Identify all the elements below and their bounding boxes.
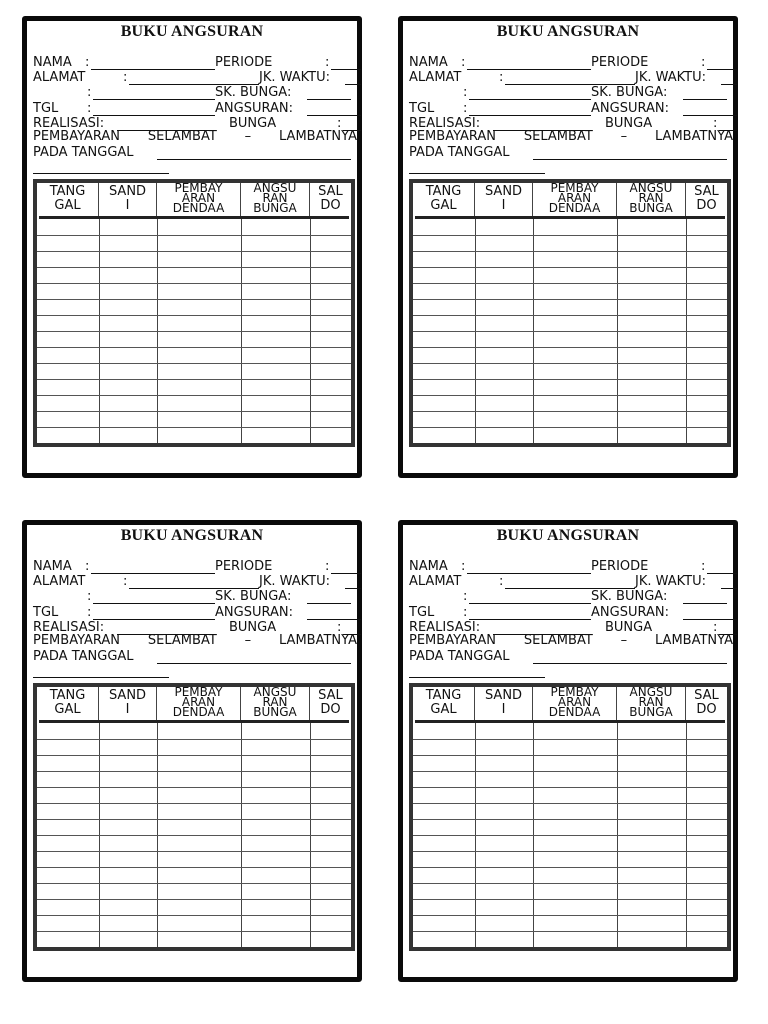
col-header-angsuran-bunga: [617, 687, 686, 720]
pembayaran-line: [33, 633, 357, 648]
pada-tanggal-label: PADA TANGGAL: [409, 145, 510, 160]
pembayaran-word: LAMBATNYA: [655, 633, 733, 648]
col-header-sandi: [99, 183, 157, 216]
colon: :: [463, 101, 468, 116]
colon: :: [461, 55, 466, 70]
table-row[interactable]: [37, 411, 351, 412]
colon: :: [713, 116, 718, 131]
table-row[interactable]: [413, 819, 727, 820]
col-header-tanggal: [413, 687, 475, 720]
realisasi-label: REALISASI:: [409, 620, 481, 635]
header-text: I: [125, 198, 130, 213]
header-text: PEMBAY: [174, 685, 223, 699]
periode-label: PERIODE: [591, 559, 649, 574]
alamat-line-2[interactable]: [469, 99, 591, 100]
header-divider: [39, 720, 349, 723]
table-row[interactable]: [413, 427, 727, 428]
col-header-sandi: [475, 687, 533, 720]
tgl-line[interactable]: [469, 619, 591, 620]
pembayaran-word: –: [244, 633, 252, 648]
periode-line[interactable]: [707, 573, 737, 574]
colon: :: [701, 55, 706, 70]
tgl-line[interactable]: [93, 115, 215, 116]
realisasi-label: REALISASI:: [33, 620, 105, 635]
table-row[interactable]: [413, 331, 727, 332]
header-text: DENDAA: [172, 201, 225, 215]
header-text: GAL: [430, 702, 457, 717]
table-row[interactable]: [37, 739, 351, 740]
jk-waktu-line[interactable]: [721, 588, 737, 589]
angsuran-table: [409, 179, 731, 447]
table-row[interactable]: [37, 363, 351, 364]
table-row[interactable]: [37, 427, 351, 428]
table-row[interactable]: [37, 803, 351, 804]
table-row[interactable]: [413, 267, 727, 268]
header-text: GAL: [430, 198, 457, 213]
header-text: TANG: [49, 184, 86, 199]
header-text: BUNGA: [253, 201, 297, 215]
card-title: BUKU ANGSURAN: [120, 527, 264, 544]
header-text: SAL: [694, 688, 719, 703]
colon: :: [463, 85, 468, 100]
colon: :: [701, 559, 706, 574]
nama-line[interactable]: [91, 69, 215, 70]
table-row[interactable]: [37, 787, 351, 788]
colon: :: [713, 620, 718, 635]
pembayaran-word: PEMBAYARAN: [409, 129, 497, 144]
jk-waktu-line[interactable]: [721, 84, 737, 85]
sk-bunga-line[interactable]: [683, 99, 727, 100]
colon: :: [87, 589, 92, 604]
table-row[interactable]: [413, 851, 727, 852]
col-header-angsuran-bunga: [617, 183, 686, 216]
nama-label: NAMA: [33, 55, 72, 70]
tgl-label: TGL: [409, 605, 435, 620]
angsuran-table: [33, 683, 355, 951]
table-row[interactable]: [413, 755, 727, 756]
realisasi-label: REALISASI:: [409, 116, 481, 131]
sk-bunga-label: SK. BUNGA:: [591, 85, 668, 100]
colon: :: [499, 70, 504, 85]
nama-line[interactable]: [467, 573, 591, 574]
colon: :: [87, 605, 92, 620]
table-row[interactable]: [413, 235, 727, 236]
angsuran-label: ANGSURAN:: [215, 101, 293, 116]
pembayaran-word: LAMBATNYA: [279, 129, 357, 144]
tgl-line[interactable]: [469, 115, 591, 116]
table-row[interactable]: [413, 867, 727, 868]
periode-label: PERIODE: [591, 55, 649, 70]
colon: :: [123, 70, 128, 85]
table-row[interactable]: [37, 819, 351, 820]
header-text: ARAN: [557, 695, 592, 709]
header-text: PEMBAY: [550, 685, 599, 699]
header-text: GAL: [54, 198, 81, 213]
pada-tanggal-line-2[interactable]: [33, 677, 169, 678]
header-divider: [39, 216, 349, 219]
alamat-label: ALAMAT: [33, 70, 86, 85]
pembayaran-word: –: [244, 129, 252, 144]
colon: :: [325, 55, 330, 70]
table-row[interactable]: [413, 363, 727, 364]
header-text: I: [501, 198, 506, 213]
pada-tanggal-line[interactable]: [533, 159, 727, 160]
colon: :: [123, 574, 128, 589]
angsuran-line[interactable]: [683, 115, 737, 116]
header-divider: [415, 216, 725, 219]
header-text: DO: [320, 702, 341, 717]
pembayaran-word: SELAMBAT: [523, 633, 593, 648]
header-text: SAND: [484, 688, 523, 703]
colon: :: [325, 559, 330, 574]
table-row[interactable]: [37, 395, 351, 396]
table-row[interactable]: [413, 803, 727, 804]
col-header-pembayaran-dendaa: [533, 183, 617, 216]
pada-tanggal-label: PADA TANGGAL: [33, 145, 134, 160]
card-title: BUKU ANGSURAN: [120, 23, 264, 40]
colon: :: [463, 589, 468, 604]
col-header-pembayaran-dendaa: [533, 687, 617, 720]
bunga-label: BUNGA: [229, 620, 277, 635]
pembayaran-word: PEMBAYARAN: [33, 129, 121, 144]
header-text: TANG: [425, 184, 462, 199]
colon: :: [87, 85, 92, 100]
pada-tanggal-line[interactable]: [157, 159, 351, 160]
angsuran-label: ANGSURAN:: [215, 605, 293, 620]
angsuran-label: ANGSURAN:: [591, 605, 669, 620]
table-row[interactable]: [37, 267, 351, 268]
periode-line[interactable]: [331, 69, 361, 70]
table-row[interactable]: [413, 395, 727, 396]
nama-line[interactable]: [91, 573, 215, 574]
table-row[interactable]: [37, 915, 351, 916]
table-row[interactable]: [37, 235, 351, 236]
header-text: RAN: [638, 695, 664, 709]
pada-tanggal-line-2[interactable]: [409, 677, 545, 678]
nama-label: NAMA: [33, 559, 72, 574]
bunga-label: BUNGA: [605, 620, 653, 635]
table-row[interactable]: [413, 315, 727, 316]
table-row[interactable]: [37, 347, 351, 348]
table-row[interactable]: [37, 755, 351, 756]
pembayaran-word: –: [620, 129, 628, 144]
pembayaran-word: SELAMBAT: [523, 129, 593, 144]
table-row[interactable]: [37, 283, 351, 284]
card-bottom-left: [22, 520, 362, 982]
table-row[interactable]: [413, 299, 727, 300]
table-row[interactable]: [37, 867, 351, 868]
colon: :: [499, 574, 504, 589]
alamat-label: ALAMAT: [33, 574, 86, 589]
sk-bunga-label: SK. BUNGA:: [215, 85, 292, 100]
table-row[interactable]: [413, 739, 727, 740]
pada-tanggal-line-2[interactable]: [409, 173, 545, 174]
periode-label: PERIODE: [215, 559, 273, 574]
col-header-sandi: [475, 183, 533, 216]
pembayaran-word: SELAMBAT: [147, 633, 217, 648]
tgl-label: TGL: [33, 101, 59, 116]
col-header-tanggal: [37, 183, 99, 216]
card-title: BUKU ANGSURAN: [496, 23, 640, 40]
jk-waktu-label: JK. WAKTU:: [635, 574, 707, 589]
pembayaran-word: PEMBAYARAN: [33, 633, 121, 648]
col-header-angsuran-bunga: [241, 183, 310, 216]
jk-waktu-label: JK. WAKTU:: [259, 574, 331, 589]
angsuran-label: ANGSURAN:: [591, 101, 669, 116]
pembayaran-word: LAMBATNYA: [655, 129, 733, 144]
nama-label: NAMA: [409, 559, 448, 574]
header-text: GAL: [54, 702, 81, 717]
table-row[interactable]: [37, 851, 351, 852]
angsuran-table: [409, 683, 731, 951]
header-text: DENDAA: [548, 201, 601, 215]
table-row[interactable]: [37, 379, 351, 380]
header-text: ANGSU: [253, 685, 297, 699]
jk-waktu-label: JK. WAKTU:: [635, 70, 707, 85]
header-text: DO: [320, 198, 341, 213]
col-header-saldo: [310, 183, 351, 216]
alamat-label: ALAMAT: [409, 70, 462, 85]
table-row[interactable]: [413, 251, 727, 252]
pembayaran-line: [409, 129, 733, 144]
header-text: SAND: [108, 184, 147, 199]
pada-tanggal-line[interactable]: [157, 663, 351, 664]
header-text: ANGSU: [629, 685, 673, 699]
alamat-line-2[interactable]: [93, 99, 215, 100]
header-text: ARAN: [181, 191, 216, 205]
col-header-saldo: [686, 687, 727, 720]
header-text: BUNGA: [629, 705, 673, 719]
jk-waktu-label: JK. WAKTU:: [259, 70, 331, 85]
bunga-label: BUNGA: [605, 116, 653, 131]
colon: :: [87, 101, 92, 116]
pembayaran-word: LAMBATNYA: [279, 633, 357, 648]
table-row[interactable]: [37, 899, 351, 900]
header-text: PEMBAY: [550, 181, 599, 195]
periode-line[interactable]: [707, 69, 737, 70]
sk-bunga-label: SK. BUNGA:: [215, 589, 292, 604]
tgl-label: TGL: [409, 101, 435, 116]
header-text: TANG: [49, 688, 86, 703]
col-header-sandi: [99, 687, 157, 720]
header-text: RAN: [262, 191, 288, 205]
nama-line[interactable]: [467, 69, 591, 70]
header-text: SAND: [484, 184, 523, 199]
bunga-label: BUNGA: [229, 116, 277, 131]
header-divider: [415, 720, 725, 723]
header-text: ANGSU: [629, 181, 673, 195]
jk-waktu-line[interactable]: [345, 588, 361, 589]
table-row[interactable]: [37, 315, 351, 316]
sk-bunga-line[interactable]: [307, 603, 351, 604]
table-row[interactable]: [413, 379, 727, 380]
pembayaran-word: –: [620, 633, 628, 648]
periode-label: PERIODE: [215, 55, 273, 70]
card-title: BUKU ANGSURAN: [496, 527, 640, 544]
col-header-saldo: [686, 183, 727, 216]
table-row[interactable]: [413, 771, 727, 772]
angsuran-table: [33, 179, 355, 447]
table-row[interactable]: [37, 771, 351, 772]
header-text: ANGSU: [253, 181, 297, 195]
angsuran-line[interactable]: [683, 619, 737, 620]
colon: :: [85, 55, 90, 70]
card-bottom-right: [398, 520, 738, 982]
sk-bunga-line[interactable]: [307, 99, 351, 100]
col-header-tanggal: [37, 687, 99, 720]
nama-label: NAMA: [409, 55, 448, 70]
header-text: BUNGA: [629, 201, 673, 215]
pembayaran-word: PEMBAYARAN: [409, 633, 497, 648]
card-top-left: [22, 16, 362, 478]
header-text: DENDAA: [172, 705, 225, 719]
header-text: PEMBAY: [174, 181, 223, 195]
header-text: DO: [696, 702, 717, 717]
header-text: SAL: [318, 688, 343, 703]
pembayaran-word: SELAMBAT: [147, 129, 217, 144]
table-row[interactable]: [37, 331, 351, 332]
pada-tanggal-line[interactable]: [533, 663, 727, 664]
pembayaran-line: [409, 633, 733, 648]
table-row[interactable]: [37, 883, 351, 884]
colon: :: [85, 559, 90, 574]
angsuran-line[interactable]: [307, 619, 361, 620]
pembayaran-line: [33, 129, 357, 144]
header-text: SAND: [108, 688, 147, 703]
angsuran-line[interactable]: [307, 115, 361, 116]
header-text: RAN: [262, 695, 288, 709]
table-row[interactable]: [413, 931, 727, 932]
table-row[interactable]: [413, 883, 727, 884]
realisasi-label: REALISASI:: [33, 116, 105, 131]
header-text: I: [501, 702, 506, 717]
header-text: SAL: [318, 184, 343, 199]
alamat-label: ALAMAT: [409, 574, 462, 589]
periode-line[interactable]: [331, 573, 361, 574]
pada-tanggal-label: PADA TANGGAL: [33, 649, 134, 664]
table-row[interactable]: [37, 835, 351, 836]
tgl-line[interactable]: [93, 619, 215, 620]
table-row[interactable]: [413, 411, 727, 412]
col-header-pembayaran-dendaa: [157, 687, 241, 720]
colon: :: [337, 116, 342, 131]
header-text: DO: [696, 198, 717, 213]
table-row[interactable]: [37, 251, 351, 252]
table-row[interactable]: [413, 347, 727, 348]
col-header-pembayaran-dendaa: [157, 183, 241, 216]
table-row[interactable]: [37, 299, 351, 300]
sk-bunga-line[interactable]: [683, 603, 727, 604]
table-row[interactable]: [413, 787, 727, 788]
header-text: BUNGA: [253, 705, 297, 719]
header-text: ARAN: [557, 191, 592, 205]
colon: :: [463, 605, 468, 620]
header-text: RAN: [638, 191, 664, 205]
table-row[interactable]: [37, 931, 351, 932]
table-row[interactable]: [413, 835, 727, 836]
colon: :: [461, 559, 466, 574]
alamat-line-2[interactable]: [93, 603, 215, 604]
tgl-label: TGL: [33, 605, 59, 620]
pada-tanggal-line-2[interactable]: [33, 173, 169, 174]
col-header-tanggal: [413, 183, 475, 216]
col-header-saldo: [310, 687, 351, 720]
colon: :: [337, 620, 342, 635]
header-text: I: [125, 702, 130, 717]
header-text: ARAN: [181, 695, 216, 709]
header-text: TANG: [425, 688, 462, 703]
table-row[interactable]: [413, 899, 727, 900]
table-row[interactable]: [413, 283, 727, 284]
alamat-line-2[interactable]: [469, 603, 591, 604]
col-header-angsuran-bunga: [241, 687, 310, 720]
table-row[interactable]: [413, 915, 727, 916]
header-text: DENDAA: [548, 705, 601, 719]
sk-bunga-label: SK. BUNGA:: [591, 589, 668, 604]
pada-tanggal-label: PADA TANGGAL: [409, 649, 510, 664]
card-top-right: [398, 16, 738, 478]
jk-waktu-line[interactable]: [345, 84, 361, 85]
header-text: SAL: [694, 184, 719, 199]
